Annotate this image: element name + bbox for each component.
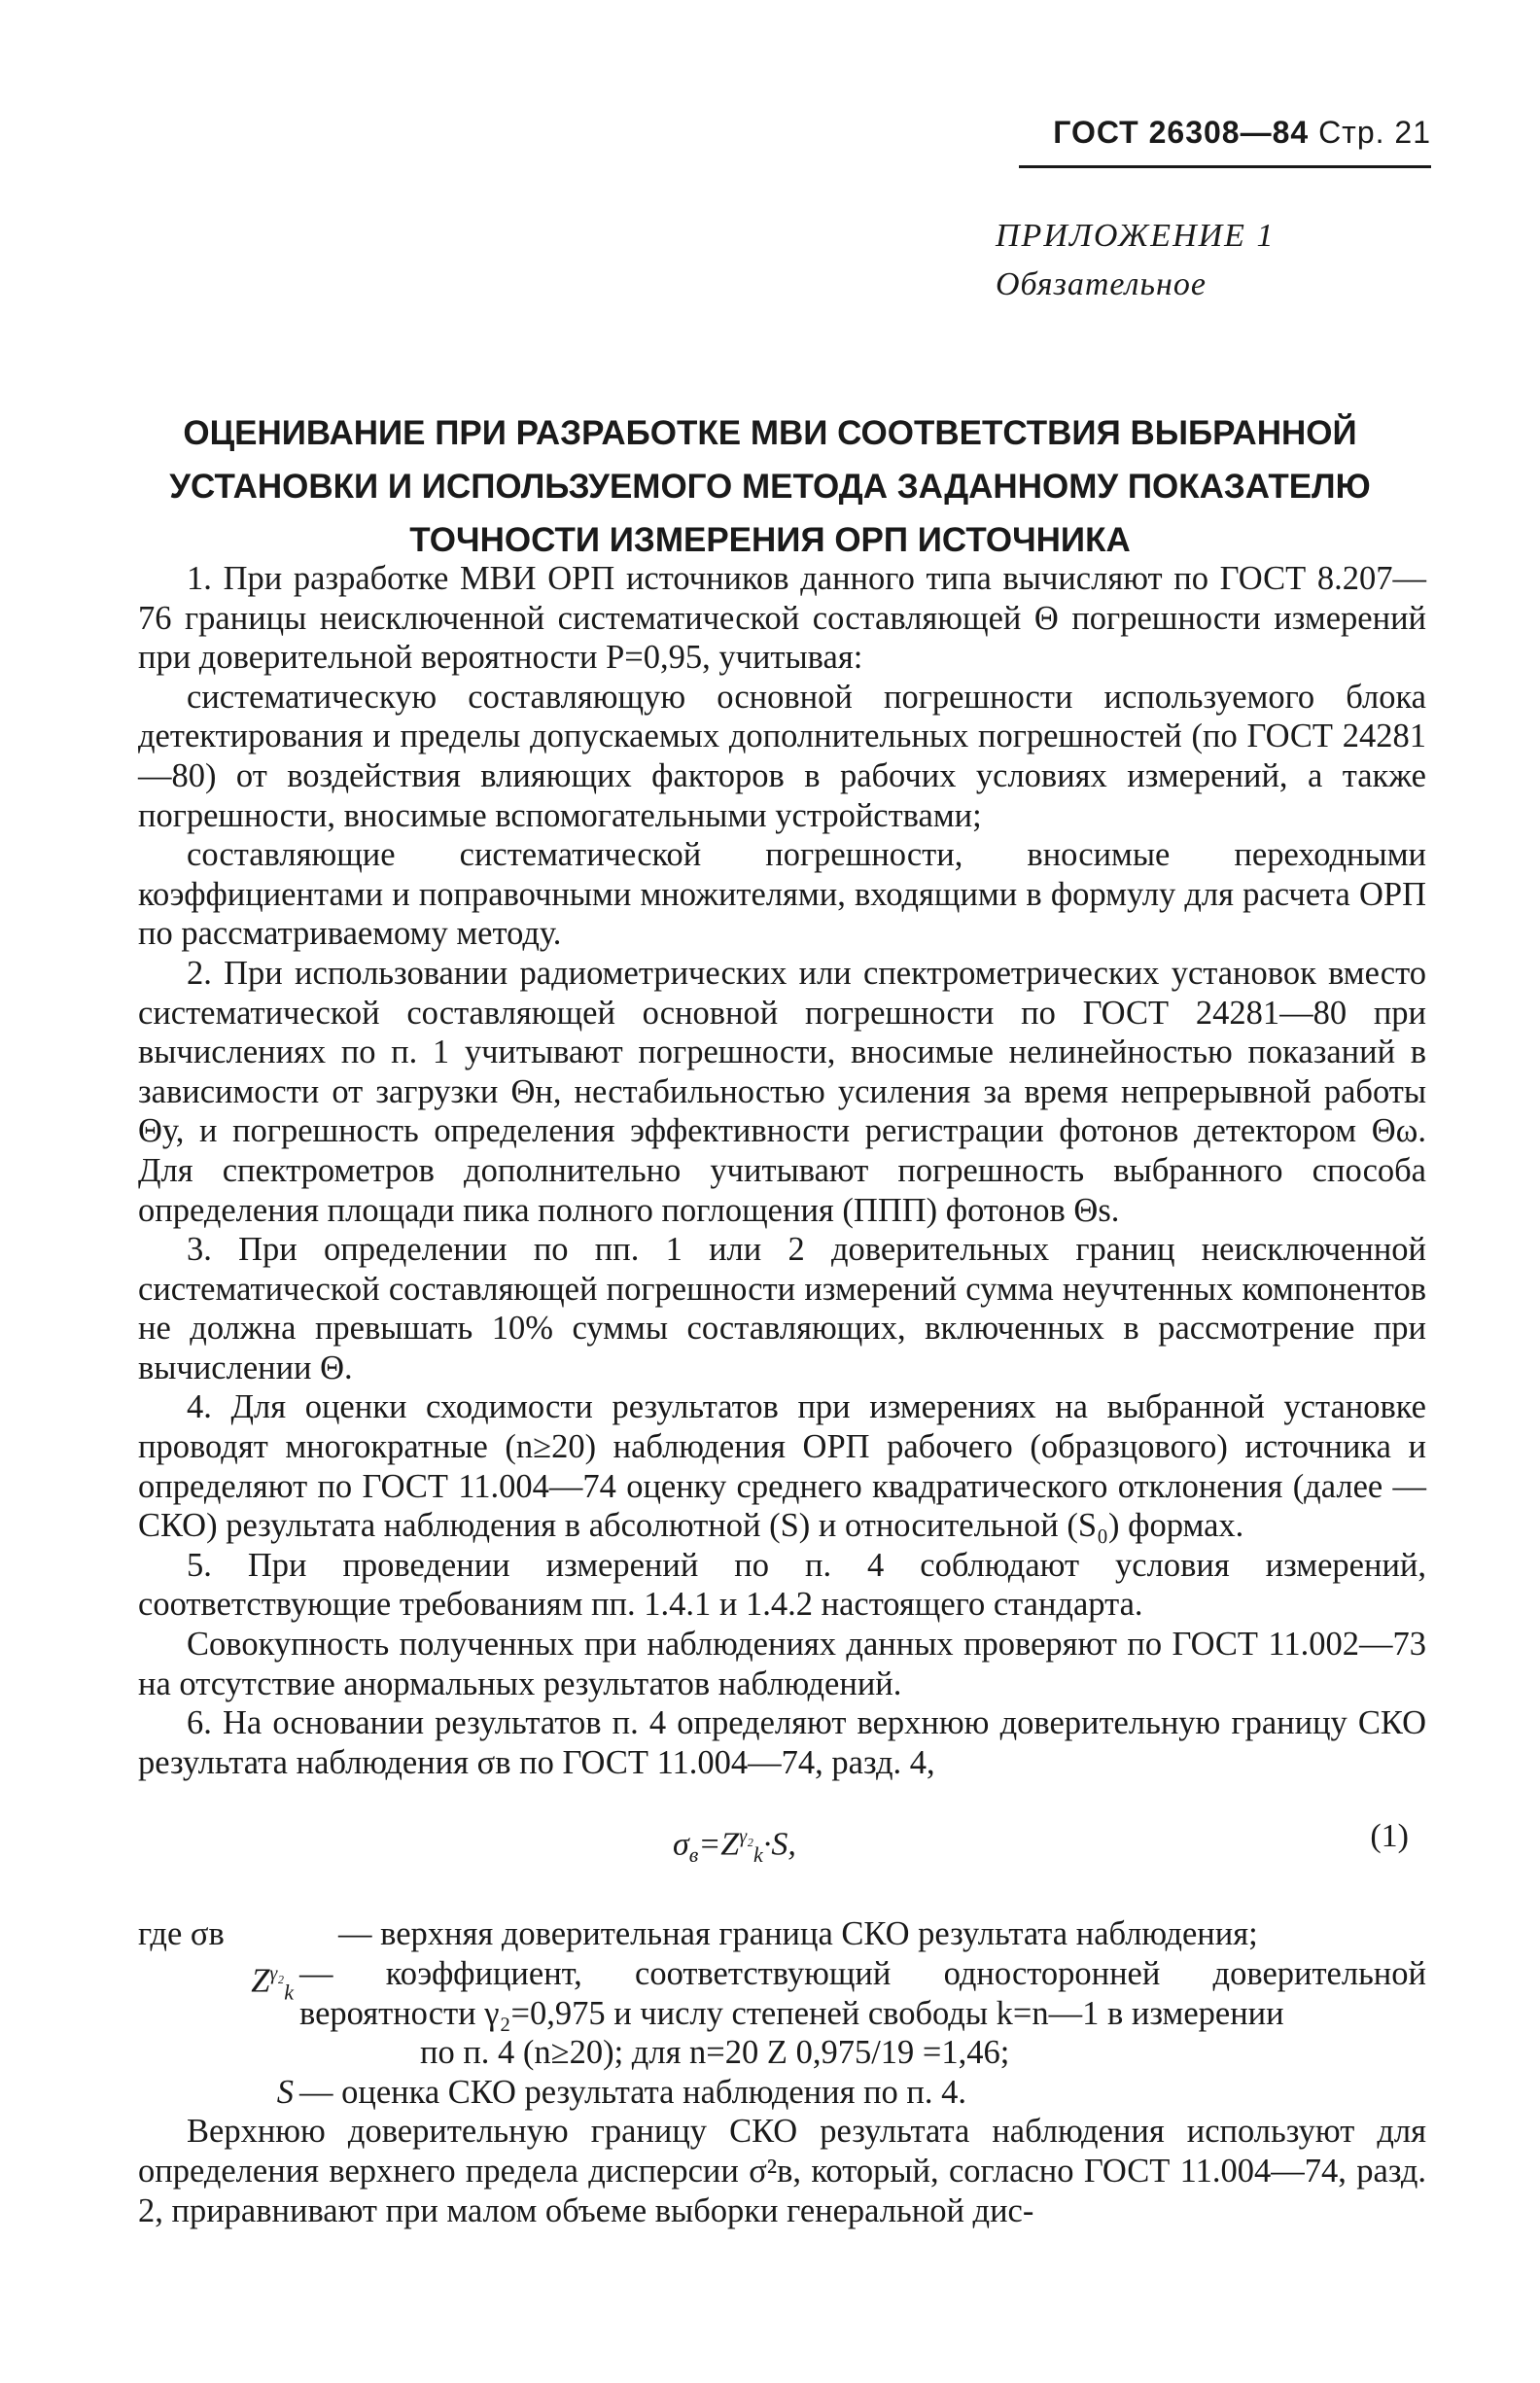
page-header <box>1053 115 1431 151</box>
definition-continuation: по п. 4 (n≥20); для n=20 Z 0,975/19 =1,46; <box>420 2034 1010 2072</box>
header-rule <box>1019 165 1431 168</box>
definition-term: где σв <box>138 1915 225 1953</box>
standard-number: ГОСТ 26308—84 <box>1053 115 1310 150</box>
paragraph-1: 1. При разработке МВИ ОРП источников данного типа вычисляют по ГОСТ 8.207—76 границы неисключенной систематической составляющей Θ погрешности измерений при доверительной вероятности P=0,95, учитывая: <box>138 560 1426 677</box>
definition-row <box>138 1914 1426 1954</box>
definition-term: $Z^{\gamma_2}_k$ <box>251 1962 294 2005</box>
paragraph-3: 3. При определении по пп. 1 или 2 доверительных границ неисключенной систематической составляющей погрешности измерений сумма неучтенных компонентов не должна превышать 10% суммы составляющих, включенных в рассмотрение при вычислении Θ. <box>138 1231 1426 1386</box>
formula-expression: $\sigma_в=Z^{\gamma_2}_k\cdot S$, <box>673 1826 796 1868</box>
paragraph-2: 2. При использовании радиометрических или спектрометрических установок вместо систематической составляющей основной погрешности по ГОСТ 24281—80 при вычислениях по п. 1 учитывают погрешности, вносимые нелинейностью показаний в зависимости от загрузки Θн, нестабильностью усиления за время непрерывной работы Θу, и погрешность определения эффективности регистрации фотонов детектором Θω. Для спектрометров дополнительно учитывают погрешность выбранного способа определения площади пика полного поглощения (ППП) фотонов Θs. <box>138 954 1426 1229</box>
definition-text: — верхняя доверительная граница СКО результата наблюдения; <box>338 1915 1258 1953</box>
section-title <box>146 406 1394 567</box>
title-line: УСТАНОВКИ И ИСПОЛЬЗУЕМОГО МЕТОДА ЗАДАННОМУ ПОКАЗАТЕЛЮ <box>169 468 1371 506</box>
paragraph-1a: систематическую составляющую основной погрешности используемого блока детектирования и пределы допускаемых дополнительных погрешностей (по ГОСТ 24281—80) от воздействия влияющих факторов в рабочих условиях измерений, а также погрешности, вносимые вспомогательными устройствами; <box>138 678 1426 834</box>
paragraph-4: 4. Для оценки сходимости результатов при измерениях на выбранной установке проводят многократные (n≥20) наблюдения ОРП рабочего (образцового) источника и определяют по ГОСТ 11.004—74 оценку среднего квадратического отклонения (далее — СКО) результата наблюдения в абсолютной (S) и относительной (S₀) формах. <box>138 1388 1426 1545</box>
title-line: ТОЧНОСТИ ИЗМЕРЕНИЯ ОРП ИСТОЧНИКА <box>409 521 1131 559</box>
page-number: Стр. 21 <box>1318 115 1431 150</box>
definition-term: S <box>276 2073 294 2111</box>
closing-paragraph: Верхнюю доверительную границу СКО результата наблюдения используют для определения верхнего предела дисперсии σ²в, который, согласно ГОСТ 11.004—74, разд. 2, приравнивают при малом объеме выборки генеральной дис- <box>138 2113 1426 2229</box>
paragraph-1b: составляющие систематической погрешности, вносимые переходными коэффициентами и поправочными множителями, входящими в формулу для расчета ОРП по рассматриваемому методу. <box>138 836 1426 953</box>
definition-row <box>138 1954 1426 2033</box>
definition-text: — оценка СКО результата наблюдения по п. 4. <box>299 2073 967 2111</box>
body-text <box>138 559 1426 2230</box>
paragraph-5b: Совокупность полученных при наблюдениях данных проверяют по ГОСТ 11.002—73 на отсутствие анормальных результатов наблюдений. <box>138 1626 1426 1702</box>
title-line: ОЦЕНИВАНИЕ ПРИ РАЗРАБОТКЕ МВИ СООТВЕТСТВИЯ ВЫБРАННОЙ <box>183 414 1357 452</box>
definition-text: — коэффициент, соответствующий односторонней доверительной вероятности γ₂=0,975 и числу степеней свободы k=n—1 в измерении <box>299 1955 1426 2032</box>
paragraph-6: 6. На основании результатов п. 4 определяют верхнюю доверительную границу СКО результата наблюдения σв по ГОСТ 11.004—74, разд. 4, <box>138 1704 1426 1781</box>
paragraph-5: 5. При проведении измерений по п. 4 соблюдают условия измерений, соответствующие требованиям пп. 1.4.1 и 1.4.2 настоящего стандарта. <box>138 1546 1426 1624</box>
definition-row <box>138 2073 1426 2113</box>
formula-1 <box>138 1804 1426 1872</box>
definitions-list <box>138 1914 1426 2112</box>
appendix-label: ПРИЛОЖЕНИЕ 1 <box>996 218 1276 254</box>
appendix-status: Обязательное <box>996 266 1207 302</box>
formula-number: (1) <box>1370 1818 1409 1855</box>
appendix-block <box>996 212 1404 309</box>
